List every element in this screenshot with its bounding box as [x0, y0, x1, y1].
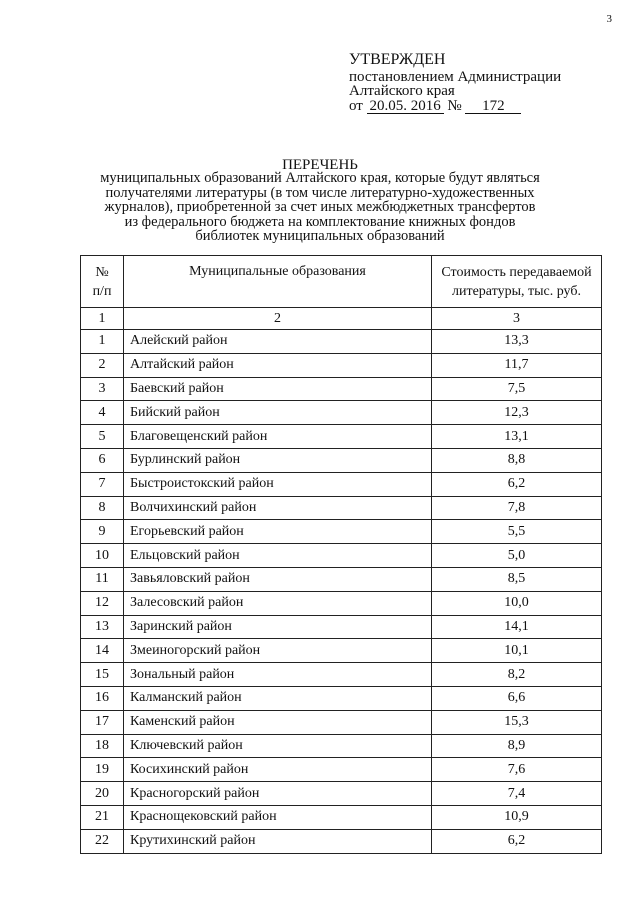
row-number: 9: [81, 520, 124, 544]
row-number: 19: [81, 758, 124, 782]
table-row: [81, 401, 602, 425]
row-cost: 7,8: [432, 496, 602, 520]
table-row: [81, 805, 602, 829]
header-number: [81, 256, 124, 308]
row-number: 10: [81, 544, 124, 568]
row-name: Косихинский район: [124, 758, 432, 782]
row-cost: 8,9: [432, 734, 602, 758]
subtitle-line: муниципальных образований Алтайского края, которые будут являться: [100, 170, 540, 186]
row-cost: 6,2: [432, 829, 602, 853]
table-row: [81, 472, 602, 496]
row-number: 22: [81, 829, 124, 853]
table-row: [81, 829, 602, 853]
row-name: Волчихинский район: [124, 496, 432, 520]
approval-title: УТВЕРЖДЕН: [349, 51, 446, 68]
row-number: 13: [81, 615, 124, 639]
row-cost: 6,6: [432, 686, 602, 710]
row-number: 17: [81, 710, 124, 734]
row-number: 2: [81, 353, 124, 377]
row-cost: 7,6: [432, 758, 602, 782]
column-number-2: 2: [124, 308, 432, 330]
approval-block: [349, 53, 629, 114]
row-cost: 5,0: [432, 544, 602, 568]
table-row: [81, 425, 602, 449]
row-cost: 8,8: [432, 448, 602, 472]
row-number: 3: [81, 377, 124, 401]
row-number: 20: [81, 782, 124, 806]
table-body: [81, 330, 602, 854]
table-row: [81, 448, 602, 472]
row-cost: 13,3: [432, 330, 602, 354]
row-cost: 7,4: [432, 782, 602, 806]
row-name: Баевский район: [124, 377, 432, 401]
row-cost: 8,5: [432, 567, 602, 591]
row-name: Завьяловский район: [124, 567, 432, 591]
row-number: 7: [81, 472, 124, 496]
row-number: 16: [81, 686, 124, 710]
header-number-line-2: п/п: [92, 283, 112, 299]
row-cost: 12,3: [432, 401, 602, 425]
row-name: Алтайский район: [124, 353, 432, 377]
header-cost: [432, 256, 602, 308]
row-name: Каменский район: [124, 710, 432, 734]
table-row: [81, 496, 602, 520]
header-cost-line-2: литературы, тыс. руб.: [452, 283, 581, 299]
row-name: Зональный район: [124, 663, 432, 687]
page-number: 3: [606, 13, 612, 25]
row-number: 21: [81, 805, 124, 829]
table-row: [81, 353, 602, 377]
subtitle-line: получателями литературы (в том числе литературно-художественных: [105, 184, 535, 201]
row-cost: 10,1: [432, 639, 602, 663]
table-row: [81, 330, 602, 354]
approval-line-1: постановлением Администрации: [349, 68, 562, 85]
table-row: [81, 567, 602, 591]
approval-number: 172: [465, 100, 521, 114]
row-number: 4: [81, 401, 124, 425]
header-cost-line-1: Стоимость передаваемой: [441, 264, 592, 280]
row-cost: 8,2: [432, 663, 602, 687]
table-row: [81, 520, 602, 544]
from-label: от: [349, 97, 363, 114]
row-cost: 5,5: [432, 520, 602, 544]
approval-line-2: Алтайского края: [349, 83, 455, 99]
table-row: [81, 591, 602, 615]
row-cost: 15,3: [432, 710, 602, 734]
row-name: Заринский район: [124, 615, 432, 639]
header-name: Муниципальные образования: [124, 256, 432, 308]
row-name: Залесовский район: [124, 591, 432, 615]
subtitle-line: журналов), приобретенной за счет иных межбюджетных трансфертов: [104, 199, 536, 215]
row-name: Ельцовский район: [124, 544, 432, 568]
table-row: [81, 663, 602, 687]
row-cost: 10,0: [432, 591, 602, 615]
table-row: [81, 782, 602, 806]
row-name: Красногорский район: [124, 782, 432, 806]
row-name: Быстроистокский район: [124, 472, 432, 496]
row-number: 14: [81, 639, 124, 663]
row-name: Бурлинский район: [124, 448, 432, 472]
row-name: Благовещенский район: [124, 425, 432, 449]
row-cost: 14,1: [432, 615, 602, 639]
table-row: [81, 544, 602, 568]
row-cost: 11,7: [432, 353, 602, 377]
row-name: Змеиногорский район: [124, 639, 432, 663]
row-name: Калманский район: [124, 686, 432, 710]
row-cost: 6,2: [432, 472, 602, 496]
row-name: Ключевский район: [124, 734, 432, 758]
approval-date: 20.05. 2016: [367, 100, 444, 114]
row-number: 12: [81, 591, 124, 615]
header-number-line-1: №: [95, 264, 109, 280]
row-name: Алейский район: [124, 330, 432, 354]
column-numbers-row: [81, 308, 602, 330]
document-subtitle: [90, 171, 550, 244]
row-number: 1: [81, 330, 124, 354]
row-number: 11: [81, 567, 124, 591]
row-name: Краснощековский район: [124, 805, 432, 829]
row-number: 5: [81, 425, 124, 449]
table-row: [81, 734, 602, 758]
approval-date-line: [349, 99, 629, 114]
table-header-row: [81, 256, 602, 308]
table-row: [81, 377, 602, 401]
table-row: [81, 758, 602, 782]
table-row: [81, 615, 602, 639]
number-label: №: [447, 97, 462, 114]
row-name: Егорьевский район: [124, 520, 432, 544]
column-number-1: 1: [81, 308, 124, 330]
row-cost: 10,9: [432, 805, 602, 829]
row-number: 18: [81, 734, 124, 758]
row-number: 6: [81, 448, 124, 472]
subtitle-line: библиотек муниципальных образований: [195, 228, 445, 244]
table-row: [81, 686, 602, 710]
row-cost: 13,1: [432, 425, 602, 449]
table-row: [81, 639, 602, 663]
municipalities-table: [80, 255, 602, 854]
row-cost: 7,5: [432, 377, 602, 401]
row-name: Бийский район: [124, 401, 432, 425]
document-title: ПЕРЕЧЕНЬ: [282, 157, 358, 173]
table-row: [81, 710, 602, 734]
row-name: Крутихинский район: [124, 829, 432, 853]
column-number-3: 3: [432, 308, 602, 330]
row-number: 8: [81, 496, 124, 520]
row-number: 15: [81, 663, 124, 687]
subtitle-line: из федерального бюджета на комплектование книжных фондов: [124, 213, 516, 230]
